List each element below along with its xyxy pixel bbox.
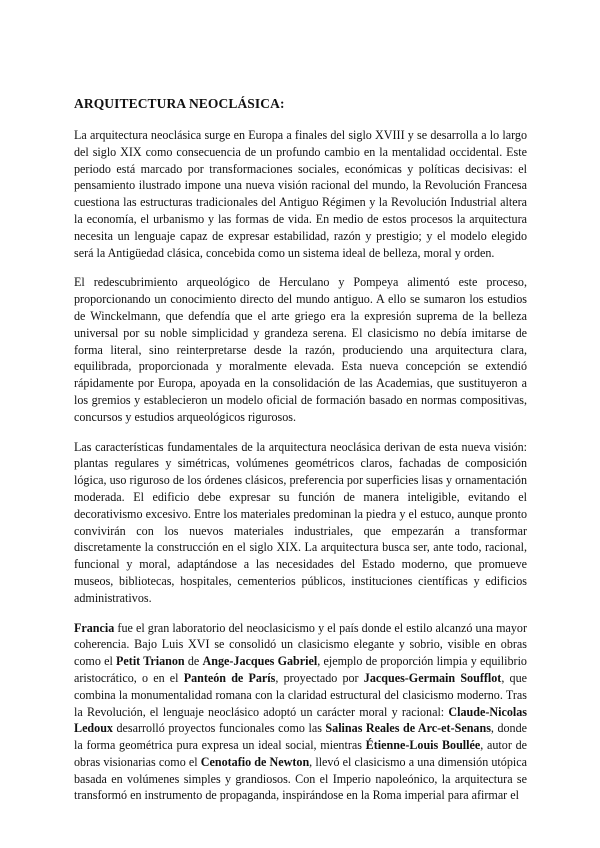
text-run: , llevó el clasicismo a una dimensión utópica basada en volúmenes simples y grandiosos. Con el Imperio napoleónico, la arquitectura se transformó en instrumento de propaganda, inspirándose en la Roma imperial para afirmar el (74, 754, 527, 803)
bold-term: Claude-Nicolas Ledoux (74, 704, 527, 736)
paragraph-intro: La arquitectura neoclásica surge en Europa a finales del siglo XVIII y se desarrolla a lo largo del siglo XIX como consecuencia de un profundo cambio en la mentalidad occidental. Este periodo está marcado por transformaciones sociales, económicas y políticas decisivas: el pensamiento ilustrado impone una nueva visión racional del mundo, la Revolución Francesa cuestiona las estructuras tradicionales del Antiguo Régimen y la Revolución Industrial altera la economía, el urbanismo y las formas de vida. En medio de estos procesos la arquitectura necesita un lenguaje capaz de expresar estabilidad, razón y prestigio; y el modelo elegido será la Antigüedad clásica, concebida como un sistema ideal de belleza, moral y orden. (74, 128, 527, 260)
text-run: , ejemplo de proporción limpia y equilibrio aristocrático, o en el (74, 654, 527, 685)
text-run: , autor de obras visionarias como el (74, 738, 527, 769)
text-run: desarrolló proyectos funcionales como las (112, 721, 326, 736)
text-run: de (184, 654, 203, 669)
bold-term: Étienne-Louis Boullée (365, 738, 481, 753)
text-run: , proyectado por (275, 670, 364, 685)
text-run: , que combina la monumentalidad romana con la claridad estructural del clasicismo moderno. Tras la Revolución, el lenguaje neoclásico adoptó un carácter moral y racional: (74, 670, 527, 719)
paragraph-characteristics: Las características fundamentales de la arquitectura neoclásica derivan de esta nueva visión: plantas regulares y simétricas, volúmenes geométricos claros, fachadas de composición lógica, uso riguroso de los órdenes clásicos, preferencia por superficies lisas y ornamentación moderada. El edificio debe expresar su función de manera inteligible, evitando el decorativismo excesivo. Entre los materiales predominan la piedra y el estuco, aunque pronto convivirán con los nuevos materiales industriales, que empezarán a transformar discretamente la construcción en el siglo XIX. La arquitectura busca ser, ante todo, racional, funcional y moral, adaptándose a las necesidades del Estado moderno, que promueve museos, bibliotecas, hospitales, cementerios públicos, instituciones científicas y edificios administrativos. (74, 439, 527, 605)
document-title: ARQUITECTURA NEOCLÁSICA: (74, 96, 285, 111)
text-run: fue el gran laboratorio del neoclasicismo y el país donde el estilo alcanzó una mayor coherencia. Bajo Luis XVI se consolidó un clasicismo elegante y sobrio, visible en obras como el (74, 620, 527, 669)
bold-term: Francia (74, 620, 115, 635)
bold-term: Salinas Reales de Arc-et-Senans (325, 721, 491, 736)
bold-term: Cenotafio de Newton (200, 754, 310, 769)
paragraph-rediscovery: El redescubrimiento arqueológico de Herculano y Pompeya alimentó este proceso, proporcionando un conocimiento directo del mundo antiguo. A ello se sumaron los estudios de Winckelmann, que defendía que el arte griego era la expresión suprema de la belleza universal por su noble simplicidad y grandeza serena. El clasicismo no debía imitarse de forma literal, sino reinterpretarse desde la razón, produciendo una arquitectura clara, equilibrada, proporcionada y moralmente elevada. Esta nueva concepción se extendió rápidamente por Europa, apoyada en la consolidación de las Academias, que sustituyeron a los gremios y establecieron un modelo oficial de formación basado en normas compositivas, concursos y estudios arqueológicos rigurosos. (74, 275, 527, 424)
bold-term: Ange-Jacques Gabriel (202, 654, 318, 669)
bold-term: Panteón de París (183, 670, 276, 685)
bold-term: Petit Trianon (116, 654, 185, 669)
paragraph-france (74, 620, 527, 805)
text-run: , donde la forma geométrica pura expresa un ideal social, mientras (74, 721, 528, 753)
bold-term: Jacques-Germain Soufflot (363, 670, 502, 685)
